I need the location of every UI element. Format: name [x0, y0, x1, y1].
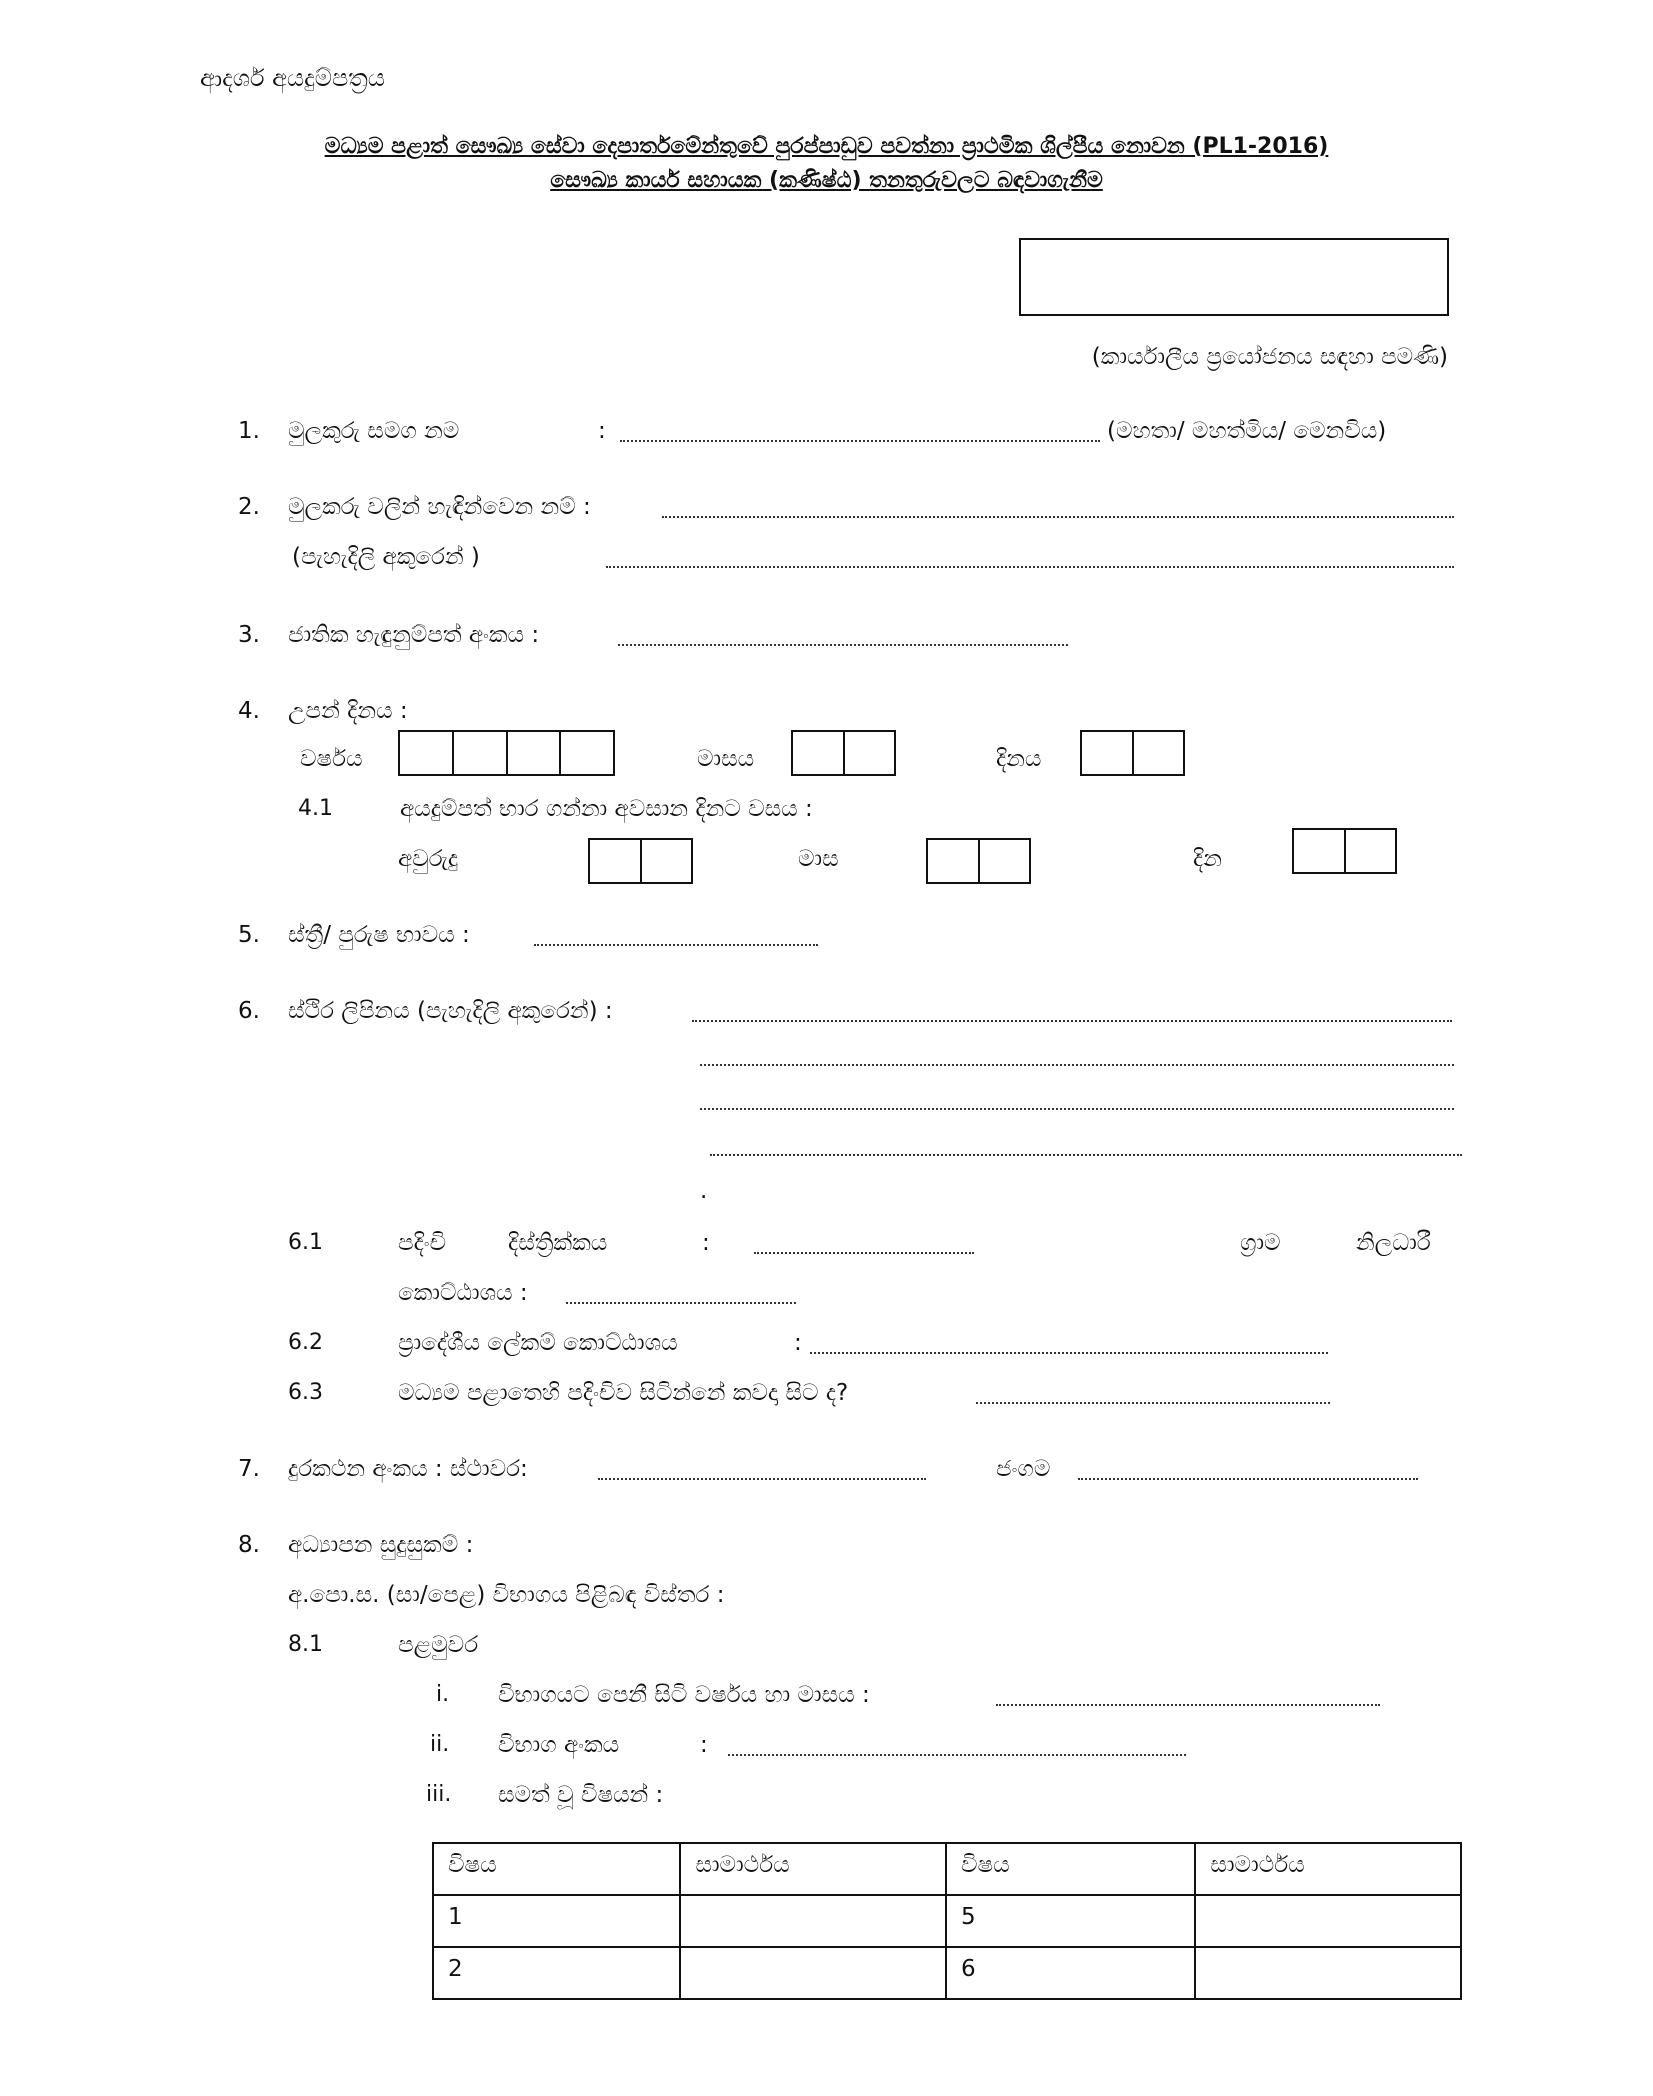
birth-month-boxes[interactable]: [791, 730, 896, 776]
subject-cell[interactable]: 2: [433, 1947, 680, 1999]
gn-division-input[interactable]: [566, 1302, 796, 1304]
field-4-1-label: අයදුම්පත් භාර ගන්නා අවසාන දිනට වසය :: [400, 796, 813, 822]
table-header-cell: සාමාර්ථය: [1195, 1843, 1461, 1895]
field-6-1-label-b: දිස්ත්‍රික්කය: [508, 1230, 608, 1256]
mobile-label: ජංගම: [996, 1456, 1051, 1482]
birth-year-boxes[interactable]: [398, 730, 615, 776]
field-6-number: 6.: [238, 998, 260, 1024]
field-8-1-label: පළමුවර: [398, 1632, 479, 1658]
form-title-line1: මධ්‍යම පළාත් සෞඛ්‍ය සේවා දෙපාර්තමේන්තුවේ පුරප්පාඩුව පවත්නා ප්‍රාථමික ශිල්පීය නොවන (PL1-2016): [324, 134, 1329, 159]
names-by-initials-input-line2[interactable]: [606, 566, 1454, 568]
exam-year-month-label: විභාගයට පෙනී සිටි වර්ෂය හා මාසය :: [498, 1682, 870, 1708]
subject-cell[interactable]: 5: [946, 1895, 1195, 1947]
field-6-2-label: ප්‍රාදේශීය ලේකම් කොට්ඨාශය: [398, 1330, 678, 1356]
grade-cell[interactable]: [680, 1947, 946, 1999]
field-2-number: 2.: [238, 494, 260, 520]
field-4-number: 4.: [238, 698, 260, 724]
permanent-address-input-line2[interactable]: [700, 1064, 1454, 1066]
field-1-label: මුලකුරු සමග නම: [288, 418, 460, 444]
gender-input[interactable]: [534, 944, 818, 946]
subject-cell[interactable]: 1: [433, 1895, 680, 1947]
results-table: [432, 1842, 1462, 2000]
field-6-3-number: 6.3: [288, 1380, 323, 1405]
office-use-label: (කාර්යාලීය ප්‍රයෝජනය සඳහා පමණි): [1091, 344, 1448, 370]
age-months-boxes[interactable]: [926, 838, 1031, 884]
exam-index-input[interactable]: [728, 1754, 1186, 1756]
age-days-label: දින: [1193, 846, 1222, 872]
item-i-number: i.: [436, 1682, 450, 1707]
permanent-address-input-line4[interactable]: [710, 1154, 1462, 1156]
field-2-sublabel: (පැහැදිලි අකුරෙන් ): [292, 544, 480, 570]
landline-number-input[interactable]: [598, 1478, 926, 1480]
field-7-number: 7.: [238, 1456, 260, 1482]
address-trailing-dot: .: [700, 1178, 708, 1204]
field-8-number: 8.: [238, 1532, 260, 1558]
table-row: [433, 1947, 1461, 1999]
field-6-2-number: 6.2: [288, 1330, 323, 1355]
exam-index-colon: :: [700, 1732, 708, 1758]
field-5-number: 5.: [238, 922, 260, 948]
field-4-label: උපන් දිනය :: [288, 698, 408, 724]
age-months-label: මාස: [798, 846, 839, 872]
field-2-label: මුලකරු වලින් හැඳින්වෙන නම් :: [288, 494, 591, 520]
field-6-2-colon: :: [794, 1330, 802, 1356]
field-6-1-gn-label-a: ග්‍රාම: [1240, 1230, 1281, 1256]
birth-month-label: මාසය: [697, 746, 755, 772]
birth-year-label: වර්ෂය: [300, 746, 363, 772]
field-6-label: ස්ථිර ලිපිනය (පැහැදිලි අකුරෙන්) :: [288, 998, 613, 1024]
field-3-label: ජාතික හැඳුනුම්පත් අංකය :: [288, 622, 540, 648]
full-name-input[interactable]: [620, 440, 1100, 442]
form-title-line2: සෞඛ්‍ය කාර්ය සහායක (කණිෂ්ඨ) තනතුරුවලට බඳවාගැනීම: [550, 168, 1103, 193]
field-4-1-number: 4.1: [298, 796, 333, 821]
item-iii-number: iii.: [426, 1782, 452, 1807]
grade-cell[interactable]: [680, 1895, 946, 1947]
birth-day-label: දිනය: [996, 746, 1042, 772]
field-6-1-gn-label-c: කොට්ඨාශය :: [398, 1280, 528, 1306]
field-8-label: අධ්‍යාපන සුදුසුකම් :: [288, 1532, 474, 1558]
office-use-box[interactable]: [1019, 238, 1449, 316]
field-7-label: දුරකථන අංකය : ස්ථාවර:: [288, 1456, 528, 1482]
field-6-1-gn-label-b: නිලධාරී: [1356, 1230, 1431, 1256]
permanent-address-input-line3[interactable]: [700, 1108, 1454, 1110]
exam-year-month-input[interactable]: [996, 1704, 1380, 1706]
birth-day-boxes[interactable]: [1080, 730, 1185, 776]
permanent-address-input-line1[interactable]: [692, 1020, 1452, 1022]
table-header-cell: විෂය: [433, 1843, 680, 1895]
grade-cell[interactable]: [1195, 1895, 1461, 1947]
field-6-1-label-a: පදිංචි: [398, 1230, 447, 1256]
field-3-number: 3.: [238, 622, 260, 648]
item-ii-number: ii.: [430, 1732, 450, 1757]
mobile-number-input[interactable]: [1078, 1478, 1418, 1480]
nic-number-input[interactable]: [618, 644, 1068, 646]
form-caption: ආදර්ශ අයදුම්පත්‍රය: [200, 64, 386, 92]
ds-division-input[interactable]: [810, 1352, 1328, 1354]
field-8-sublabel: අ.පො.ස. (සා/පෙළ) විභාගය පිළිබඳ විස්තර :: [288, 1582, 725, 1608]
subject-cell[interactable]: 6: [946, 1947, 1195, 1999]
field-6-1-number: 6.1: [288, 1230, 323, 1255]
grade-cell[interactable]: [1195, 1947, 1461, 1999]
names-by-initials-input[interactable]: [662, 516, 1454, 518]
table-header-row: [433, 1843, 1461, 1895]
age-years-label: අවුරුදු: [398, 846, 459, 872]
field-6-1-colon: :: [702, 1230, 710, 1256]
age-years-boxes[interactable]: [588, 838, 693, 884]
field-1-title-options: (මහතා/ මහත්මිය/ මෙනවිය): [1107, 418, 1387, 444]
field-5-label: ස්ත්‍රී/ පුරුෂ භාවය :: [288, 922, 470, 948]
residence-district-input[interactable]: [754, 1252, 974, 1254]
field-6-3-label: මධ්‍යම පළාතෙහි පදිංචිව සිටින්නේ කවදා සිට ද?: [398, 1380, 849, 1406]
field-8-1-number: 8.1: [288, 1632, 323, 1657]
table-header-cell: විෂය: [946, 1843, 1195, 1895]
table-row: [433, 1895, 1461, 1947]
age-days-boxes[interactable]: [1292, 828, 1397, 874]
passed-subjects-label: සමත් වූ විෂයන් :: [498, 1782, 664, 1808]
field-1-colon: :: [598, 418, 606, 444]
residence-since-input[interactable]: [976, 1402, 1330, 1404]
field-1-number: 1.: [238, 418, 260, 444]
table-header-cell: සාමාර්ථය: [680, 1843, 946, 1895]
exam-index-label: විභාග අංකය: [498, 1732, 620, 1758]
